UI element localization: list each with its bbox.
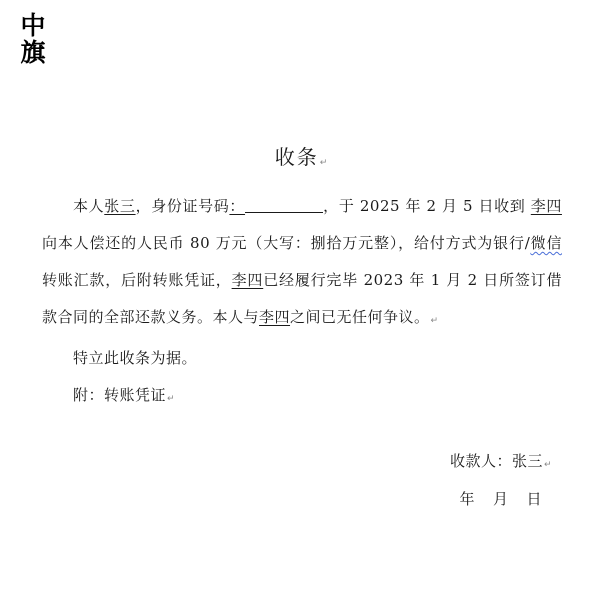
signature-text: 收款人：张三	[449, 452, 543, 470]
date-month: 月	[492, 490, 509, 508]
payer-name-2: 李四	[231, 271, 264, 289]
paragraph-statement[interactable]	[42, 340, 562, 377]
id-number-blank	[245, 196, 323, 213]
text-run: ，于 2025 年 2 月 5 日收到	[323, 197, 526, 215]
payer-name-3: 李四	[259, 308, 291, 326]
date-year: 年	[459, 490, 475, 508]
logo-char-2: 旗	[20, 38, 46, 67]
text-run: 向本人偿还的人民币 80 万元（大写：捌拾万元整），给付方式为银行/	[42, 234, 531, 252]
title-text: 收条	[274, 145, 319, 169]
payer-name: 李四	[530, 197, 562, 215]
statement-text: 特立此收条为据。	[73, 349, 198, 367]
text-run: 转账汇款，后附转账凭证，	[42, 271, 232, 289]
document-title[interactable]	[42, 140, 562, 180]
paragraph-mark-icon: ↵	[430, 316, 439, 326]
signature-line[interactable]	[450, 450, 552, 471]
logo	[18, 12, 48, 66]
spellcheck-word[interactable]: 微信	[530, 234, 562, 252]
attachment-text: 附：转账凭证	[73, 386, 167, 404]
text-run: ：	[229, 197, 246, 215]
paragraph-main[interactable]	[42, 188, 562, 340]
text-run: 之间已无任何争议。	[290, 308, 430, 326]
payee-name: 张三	[104, 197, 136, 215]
text-run: 本人	[73, 197, 105, 215]
date-day: 日	[526, 490, 542, 508]
text-run: ，身份证号码	[135, 197, 230, 215]
logo-char-1: 中	[20, 11, 46, 40]
paragraph-mark-icon: ↵	[543, 460, 552, 470]
paragraph-mark-icon: ↵	[319, 158, 330, 168]
date-line[interactable]	[459, 488, 542, 509]
paragraph-mark-icon: ↵	[167, 394, 176, 404]
text-run: 已经履行完毕 2023 年 1 月 2 日所签订借款合同的全部还款义务。本人与	[42, 271, 562, 326]
paragraph-attachment[interactable]	[42, 377, 562, 418]
document-body	[42, 140, 562, 418]
